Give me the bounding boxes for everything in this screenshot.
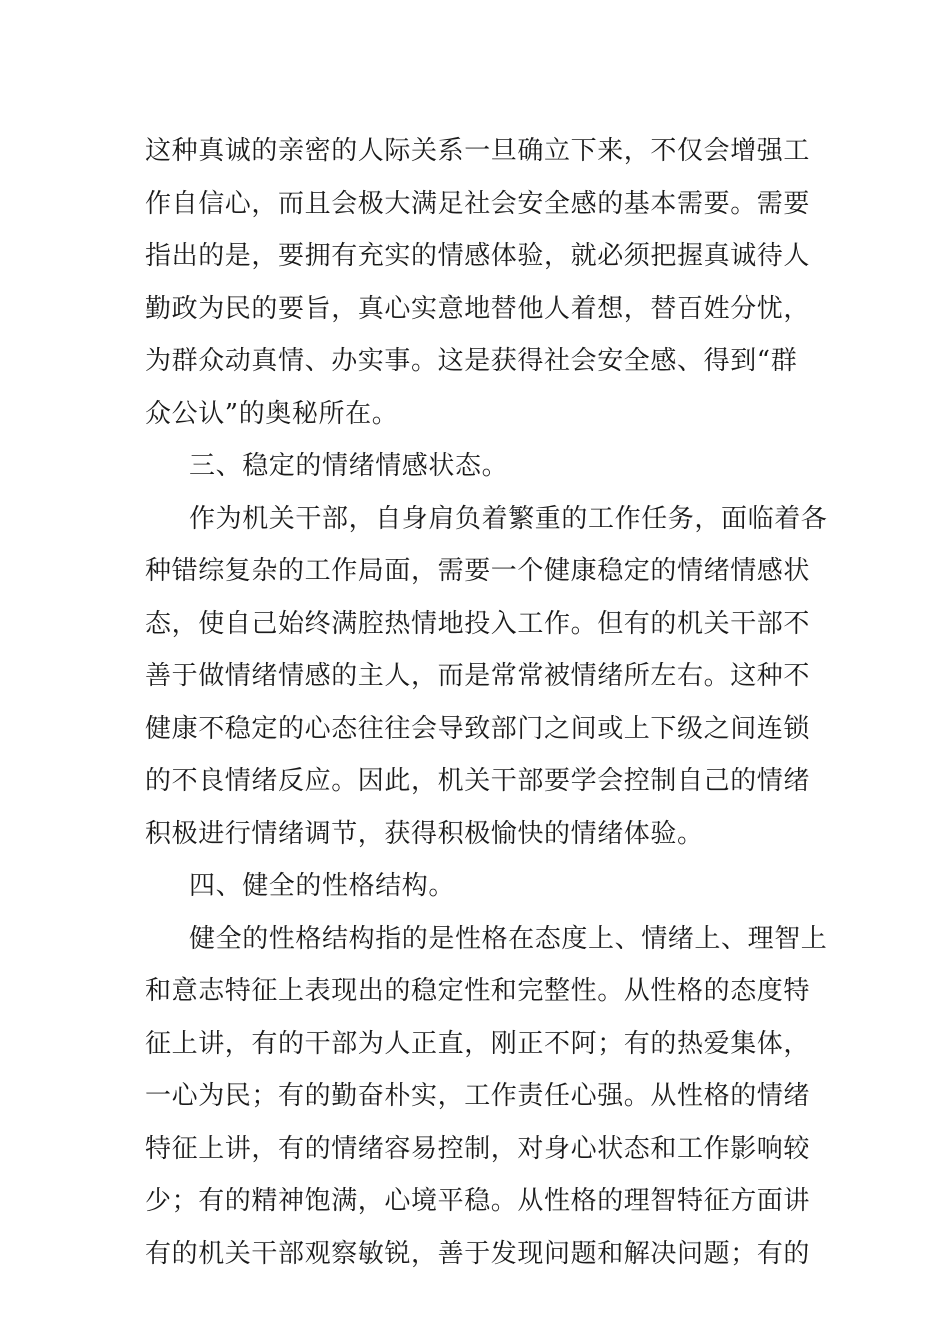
section-heading: 四、健全的性格结构。 <box>189 871 456 901</box>
text-line: 健康不稳定的心态往往会导致部门之间或上下级之间连锁 <box>145 713 811 744</box>
text-line: 特征上讲，有的情绪容易控制，对身心状态和工作影响较 <box>145 1133 811 1164</box>
text-line: 的不良情绪反应。因此，机关干部要学会控制自己的情绪 <box>145 766 811 796</box>
text-line: 这种真诚的亲密的人际关系一旦确立下来，不仅会增强工 <box>145 136 811 166</box>
text-line: 态，使自己始终满腔热情地投入工作。但有的机关干部不 <box>145 608 811 639</box>
section-heading: 三、稳定的情绪情感状态。 <box>189 451 509 481</box>
text-line: 种错综复杂的工作局面，需要一个健康稳定的情绪情感状 <box>145 556 811 586</box>
text-line: 健全的性格结构指的是性格在态度上、情绪上、理智上 <box>189 923 828 954</box>
text-line: 为群众动真情、办实事。这是获得社会安全感、得到“群 <box>145 346 798 376</box>
text-line: 指出的是，要拥有充实的情感体验，就必须把握真诚待人 <box>145 241 811 271</box>
text-line: 善于做情绪情感的主人，而是常常被情绪所左右。这种不 <box>145 661 811 691</box>
text-line: 一心为民；有的勤奋朴实，工作责任心强。从性格的情绪 <box>145 1081 811 1111</box>
text-line: 征上讲，有的干部为人正直，刚正不阿；有的热爱集体， <box>145 1028 811 1059</box>
text-line: 众公认”的奥秘所在。 <box>145 398 399 429</box>
text-line: 少；有的精神饱满，心境平稳。从性格的理智特征方面讲 <box>145 1186 811 1216</box>
text-line: 积极进行情绪调节，获得积极愉快的情绪体验。 <box>145 818 704 849</box>
text-line: 和意志特征上表现出的稳定性和完整性。从性格的态度特 <box>145 976 811 1006</box>
text-line: 作为机关干部，自身肩负着繁重的工作任务，面临着各 <box>189 503 828 534</box>
body-text <box>145 125 828 1280</box>
text-line: 作自信心，而且会极大满足社会安全感的基本需要。需要 <box>145 188 811 219</box>
text-line: 有的机关干部观察敏锐，善于发现问题和解决问题；有的 <box>145 1238 811 1269</box>
text-line: 勤政为民的要旨，真心实意地替他人着想，替百姓分忧， <box>145 293 811 324</box>
